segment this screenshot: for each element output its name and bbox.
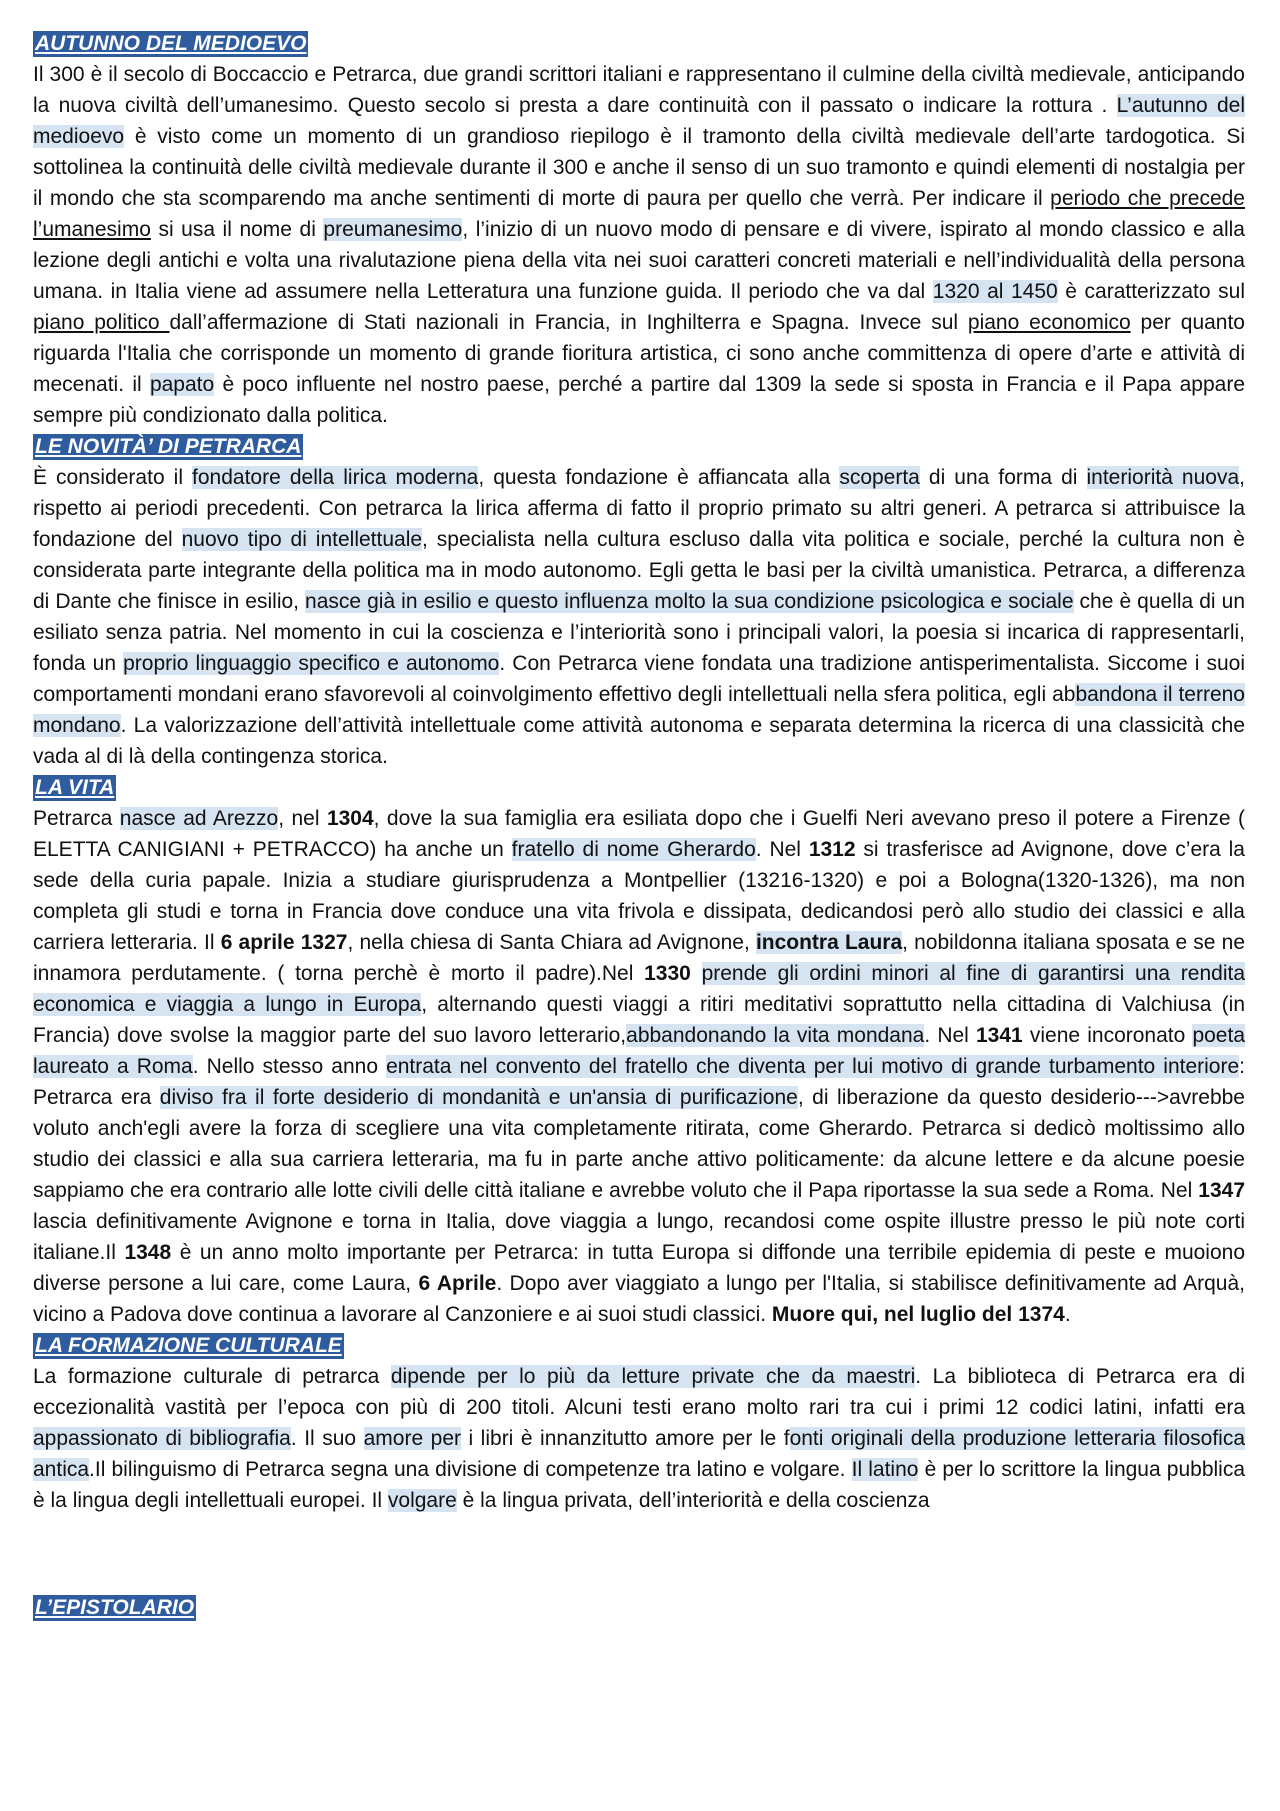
- text-run: che è quella di un esiliato senza patria. Nel momento in cui la coscienza e l’interiorità sono i principali valori, la poesia si incarica di rappresentarli, fonda un: [33, 590, 1245, 675]
- text-run: . La biblioteca di Petrarca era di eccezionalità vastità per l’epoca con più di 200 titoli. Alcuni testi erano molto rari tra cui i primi 12 codici latini, infatti era: [33, 1365, 1245, 1419]
- text-run: per quanto riguarda l'Italia che corrisponde un momento di grande fioritura artistica, ci sono anche committenza di opere d’arte e attività di mecenati. il: [33, 311, 1245, 396]
- text-run: È considerato il: [33, 466, 193, 489]
- highlighted-text: prende gli ordini minori al fine di garantirsi una rendita economica e viaggia a lungo in Europa: [33, 962, 1245, 1016]
- highlighted-text: fondatore della lirica moderna: [192, 466, 479, 489]
- text-run: si usa il nome di: [150, 218, 324, 241]
- text-run: viene incoronato: [1022, 1024, 1193, 1047]
- highlighted-text: abbandonando la vita mondana: [626, 1024, 925, 1047]
- text-run: di una forma di: [919, 466, 1087, 489]
- highlighted-text: nuovo tipo di intellettuale: [181, 528, 423, 551]
- text-run: è poco influente nel nostro paese, perché a partire dal 1309 la sede si sposta in Francia e il Papa appare sempre più condizionato dalla politica.: [33, 373, 1245, 427]
- bold-text: 6 Aprile: [418, 1272, 497, 1295]
- highlighted-text: papato: [149, 373, 215, 396]
- text-run: è la lingua privata, dell’interiorità e della coscienza: [456, 1489, 930, 1512]
- highlighted-text: diviso fra il forte desiderio di mondanità e un'ansia di purificazione: [159, 1086, 798, 1109]
- bold-text: 1341: [976, 1024, 1023, 1047]
- section-heading: LE NOVITÀ’ DI PETRARCA: [35, 435, 302, 458]
- section-heading-row: [33, 431, 1245, 462]
- bold-text: 1347: [1198, 1179, 1245, 1202]
- text-run: . Con Petrarca viene fondata una tradizione antisperimentalista. Siccome i suoi comportamenti mondani erano sfavorevoli al coinvolgimento effettivo degli intellettuali nella sfera politica, egli ab: [33, 652, 1245, 706]
- text-run: , specialista nella cultura escluso dalla vita politica e sociale, perché la cultura non è considerata parte integrante della politica ma in modo autonomo. Egli getta le basi per la civiltà umanistica. Petrarca, a differenza di Dante che finisce in esilio,: [33, 528, 1245, 613]
- text-run: , nel: [278, 807, 327, 830]
- section-heading: LA VITA: [35, 776, 115, 799]
- text-run: . Dopo aver viaggiato a lungo per l'Italia, si stabilisce definitivamente ad Arquà, vicino a Padova dove continua a lavorare al Canzoniere e ai suoi studi classici.: [33, 1272, 1245, 1326]
- highlighted-text: amore per: [363, 1427, 461, 1450]
- section-heading-row: [33, 1330, 1245, 1361]
- bold-text: 1304: [326, 807, 374, 830]
- text-run: , questa fondazione è affiancata alla: [478, 466, 840, 489]
- section-heading: L’EPISTOLARIO: [35, 1596, 195, 1619]
- text-run: , nella chiesa di Santa Chiara ad Avignone,: [347, 931, 756, 954]
- highlighted-bold-text: incontra Laura: [755, 931, 903, 954]
- text-run: lascia definitivamente Avignone e torna in Italia, dove viaggia a lungo, recandosi come ospite illustre presso le più note corti italiane.Il: [33, 1210, 1245, 1264]
- text-run: , di liberazione da questo desiderio--->avrebbe voluto anch'egli avere la forza di scegliere una vita completamente ritirata, come Gherardo. Petrarca si dedicò moltissimo allo studio dei classici e alla sua carriera letteraria, ma fu in parte anche attivo politicamente: da alcune lettere e da alcune poesie sappiamo che era contrario alle lotte civili delle città italiane e avrebbe voluto che il Papa riportasse la sua sede a Roma. Nel: [33, 1086, 1245, 1202]
- text-run: . La valorizzazione dell’attività intellettuale come attività autonoma e separata determina la ricerca di una classicità che vada al di là della contingenza storica.: [33, 714, 1245, 768]
- highlighted-text: proprio linguaggio specifico e autonomo: [123, 652, 500, 675]
- section-paragraph: [33, 462, 1245, 772]
- underlined-text: periodo che precede l’umanesimo: [33, 187, 1245, 241]
- highlighted-text: Il latino: [851, 1458, 919, 1481]
- text-run: dall’affermazione di Stati nazionali in Francia, in Inghilterra e Spagna. Invece sul: [169, 311, 968, 334]
- text-run: , alternando questi viaggi a ritiri meditativi soprattutto nella cittadina di Valchiusa (in Francia) dove svolse la maggior parte del suo lavoro letterario,: [33, 993, 1245, 1047]
- section-heading: AUTUNNO DEL MEDIOEVO: [35, 32, 307, 55]
- document-page: [33, 28, 1245, 1623]
- highlighted-text: interiorità nuova: [1086, 466, 1240, 489]
- text-run: è caratterizzato sul: [1057, 280, 1245, 303]
- text-run: . Nello stesso anno: [192, 1055, 387, 1078]
- text-run: : Petrarca era: [33, 1055, 1245, 1109]
- text-run: , l’inizio di un nuovo modo di pensare e di vivere, ispirato al mondo classico e alla lezione degli antichi e volta una rivalutazione piena della vita nei suoi caratteri concreti materiali e nell’individualità della persona umana. in Italia viene ad assumere nella Letteratura una funzione guida. Il periodo che va dal: [33, 218, 1245, 303]
- text-run: . Nel: [755, 838, 809, 861]
- section-heading: LA FORMAZIONE CULTURALE: [35, 1334, 342, 1357]
- highlighted-text: onti originali della produzione letteraria filosofica antica: [33, 1427, 1246, 1481]
- section-heading-row: [33, 1592, 1245, 1623]
- highlighted-text: appassionato di bibliografia: [33, 1427, 291, 1450]
- text-run: i libri è innanzitutto amore per le f: [461, 1427, 790, 1450]
- highlighted-text: nasce già in esilio e questo influenza molto la sua condizione psicologica e sociale: [305, 590, 1074, 613]
- text-run: . Nel: [924, 1024, 976, 1047]
- text-run: è un anno molto importante per Petrarca: in tutta Europa si diffonde una terribile epidemia di peste e muoiono diverse persone a lui care, come Laura,: [33, 1241, 1246, 1295]
- highlighted-text: entrata nel convento del fratello che diventa per lui motivo di grande turbamento interiore: [386, 1055, 1240, 1078]
- text-run: , nobildonna italiana sposata e se ne innamora perdutamente. ( torna perchè è morto il padre).Nel: [33, 931, 1245, 985]
- section-heading-row: [33, 28, 1245, 59]
- text-run: si trasferisce ad Avignone, dove c’era la sede della curia papale. Inizia a studiare giurisprudenza a Montpellier (13216-1320) e poi a Bologna(1320-1326), ma non completa gli studi e torna in Francia dove conduce una vita frivola e dissipata, dedicandosi però allo studio dei classici e alla carriera letteraria. Il: [33, 838, 1245, 954]
- highlighted-text: fratello di nome Gherardo: [511, 838, 756, 861]
- bold-text: 1330: [644, 962, 691, 985]
- highlighted-text: poeta laureato a Roma: [33, 1024, 1246, 1078]
- section-heading-row: [33, 772, 1245, 803]
- bold-text: 1312: [808, 838, 856, 861]
- text-run: [691, 962, 702, 985]
- highlighted-text: preumanesimo: [323, 218, 463, 241]
- blank-space: [33, 1516, 1245, 1592]
- highlighted-text: scoperta: [839, 466, 920, 489]
- bold-text: Muore qui, nel luglio del 1374: [771, 1303, 1065, 1326]
- text-run: Petrarca: [33, 807, 120, 830]
- text-run: è visto come un momento di un grandioso riepilogo è il tramonto della civiltà medievale dell’arte tardogotica. Si sottolinea la continuità delle civiltà medievale durante il 300 e anche il senso di un suo tramonto e quindi elementi di nostalgia per il mondo che sta scomparendo ma anche sentimenti di morte di paura per quello che verrà. Per indicare il: [33, 125, 1245, 210]
- text-run: Il 300 è il secolo di Boccaccio e Petrarca, due grandi scrittori italiani e rappresentano il culmine della civiltà medievale, anticipando la nuova civiltà dell’umanesimo. Questo secolo si presta a dare continuità con il passato o indicare la rottura .: [33, 63, 1245, 117]
- underlined-text: piano economico: [967, 311, 1131, 334]
- section-paragraph: [33, 59, 1245, 431]
- highlighted-text: bandona il terreno mondano: [33, 683, 1245, 737]
- bold-text: 6 aprile 1327: [220, 931, 348, 954]
- text-run: . Il suo: [290, 1427, 364, 1450]
- underlined-text: piano politico: [33, 311, 170, 334]
- bold-text: 1348: [124, 1241, 172, 1264]
- highlighted-text: 1320 al 1450: [932, 280, 1058, 303]
- text-run: , dove la sua famiglia era esiliata dopo che i Guelfi Neri avevano preso il potere a Firenze ( ELETTA CANIGIANI + PETRACCO) ha anche un: [33, 807, 1246, 861]
- text-run: è per lo scrittore la lingua pubblica è la lingua degli intellettuali europei. Il: [33, 1458, 1246, 1512]
- text-run: .: [1064, 1303, 1071, 1326]
- highlighted-text: dipende per lo più da letture private che da maestri: [390, 1365, 916, 1388]
- document-body: [33, 28, 1245, 1623]
- highlighted-text: nasce ad Arezzo: [119, 807, 279, 830]
- text-run: .Il bilinguismo di Petrarca segna una divisione di competenze tra latino e volgare.: [89, 1458, 852, 1481]
- highlighted-text: L’autunno del medioevo: [33, 94, 1245, 148]
- highlighted-text: volgare: [387, 1489, 457, 1512]
- text-run: La formazione culturale di petrarca: [33, 1365, 391, 1388]
- section-paragraph: [33, 803, 1245, 1330]
- text-run: , rispetto ai periodi precedenti. Con petrarca la lirica afferma di fatto il proprio primato su altri generi. A petrarca si attribuisce la fondazione del: [33, 466, 1245, 551]
- section-paragraph: [33, 1361, 1245, 1516]
